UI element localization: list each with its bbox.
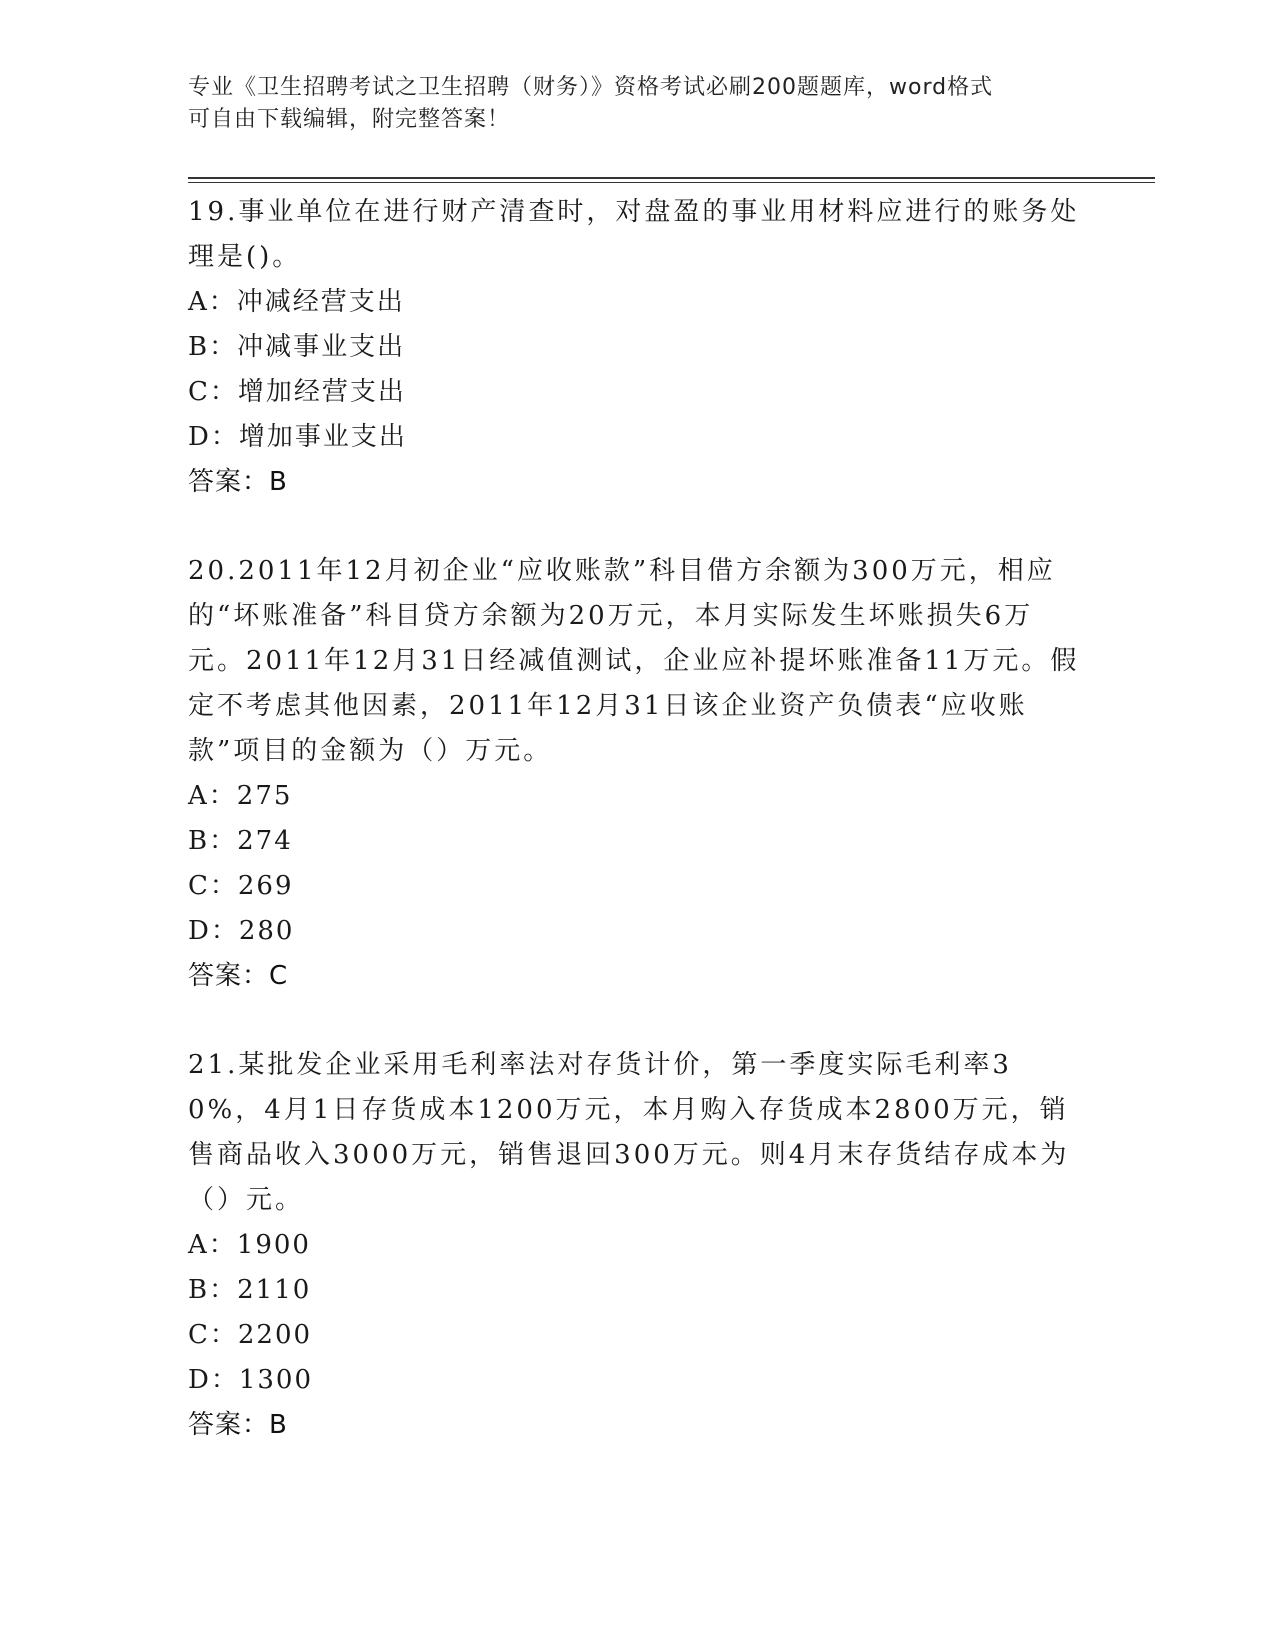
- option-d: D：280: [188, 916, 295, 946]
- question-20: [188, 549, 1088, 999]
- header-divider-thick: [188, 177, 1155, 179]
- option-c: C：269: [188, 871, 294, 901]
- option-c: C：2200: [188, 1320, 313, 1350]
- question-19: [188, 190, 1088, 505]
- question-stem: 19.事业单位在进行财产清查时，对盘盈的事业用材料应进行的账务处理是()。: [188, 197, 1080, 272]
- option-d: D：增加事业支出: [188, 422, 407, 452]
- option-b: B：2110: [188, 1275, 312, 1305]
- question-stem: 21.某批发企业采用毛利率法对存货计价，第一季度实际毛利率30%，4月1日存货成本1200万元，本月购入存货成本2800万元，销售商品收入3000万元，销售退回300万元。则4月末存货结存成本为（）元。: [188, 1050, 1070, 1215]
- answer-label: 答案：B: [188, 467, 288, 497]
- question-21: [188, 1043, 1088, 1448]
- option-b: B：274: [188, 826, 293, 856]
- document-intro: 专业《卫生招聘考试之卫生招聘（财务）》资格考试必刷200题题库，word格式 可自由下载编辑，附完整答案！: [188, 75, 994, 132]
- option-a: A：1900: [188, 1230, 311, 1260]
- question-list: [188, 190, 1088, 1492]
- option-d: D：1300: [188, 1365, 314, 1395]
- header-divider-thin: [188, 182, 1155, 183]
- option-a: A：275: [188, 781, 293, 811]
- option-c: C：增加经营支出: [188, 377, 406, 407]
- answer-label: 答案：C: [188, 961, 289, 991]
- answer-label: 答案：B: [188, 1410, 288, 1440]
- option-b: B：冲减事业支出: [188, 332, 406, 362]
- question-stem: 20.2011年12月初企业“应收账款”科目借方余额为300万元，相应的“坏账准备”科目贷方余额为20万元，本月实际发生坏账损失6万元。2011年12月31日经减值测试，企业应补提坏账准备11万元。假定不考虑其他因素，2011年12月31日该企业资产负债表“应收账款”项目的金额为（）万元。: [188, 556, 1080, 766]
- option-a: A：冲减经营支出: [188, 287, 405, 317]
